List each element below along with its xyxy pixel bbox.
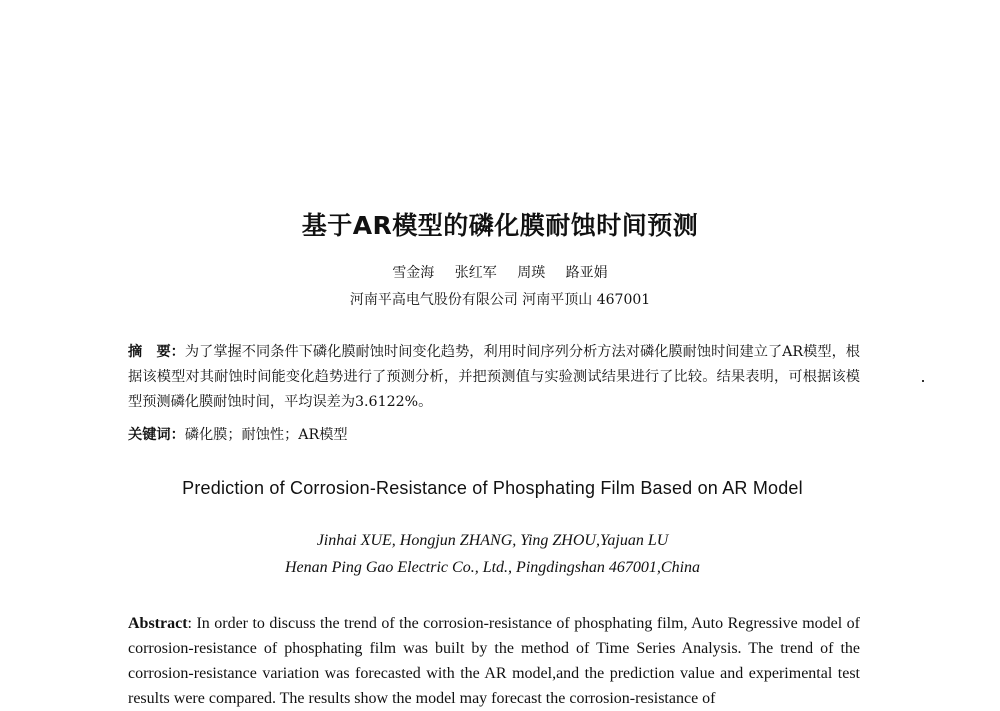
abstract-cn-label: 摘 要：: [128, 344, 185, 360]
paper-title-en: Prediction of Corrosion-Resistance of Phosphating Film Based on AR Model: [182, 478, 803, 498]
keywords-cn-text: 磷化膜；耐蚀性；AR模型: [184, 427, 348, 443]
abstract-en-label: Abstract: [128, 615, 188, 632]
authors-en: Jinhai XUE, Hongjun ZHANG, Ying ZHOU,Yajuan LU: [316, 532, 669, 549]
keywords-cn: [128, 424, 860, 444]
authors-cn: 雪金海 张红军 周瑛 路亚娟: [392, 265, 608, 281]
keywords-cn-label: 关键词：: [128, 427, 185, 443]
abstract-en: [128, 611, 860, 711]
abstract-en-text: In order to discuss the trend of the corrosion-resistance of phosphating film, Auto Regressive model of corrosion-resistance of phosphating film was built by the method of Time Series Analysis. The trend of the corrosion-resistance variation was forecasted with the AR model,and the prediction value and experimental test results were compared. The results show the model may forecast the corrosion-resistance of: [128, 615, 860, 707]
abstract-cn: [128, 340, 860, 415]
paper-title-cn: 基于AR模型的磷化膜耐蚀时间预测: [301, 211, 699, 240]
scan-artifact-dot: [922, 380, 924, 382]
affiliation-en: Henan Ping Gao Electric Co., Ltd., Pingdingshan 467001,China: [284, 559, 701, 576]
affiliation-cn: 河南平高电气股份有限公司 河南平顶山 467001: [349, 292, 651, 308]
abstract-en-separator: :: [187, 615, 197, 632]
abstract-cn-text: 为了掌握不同条件下磷化膜耐蚀时间变化趋势，利用时间序列分析方法对磷化膜耐蚀时间建立了AR模型，根据该模型对其耐蚀时间能变化趋势进行了预测分析，并把预测值与实验测试结果进行了比较。结果表明，可根据该模型预测磷化膜耐蚀时间，平均误差为3.6122%。: [128, 344, 860, 410]
